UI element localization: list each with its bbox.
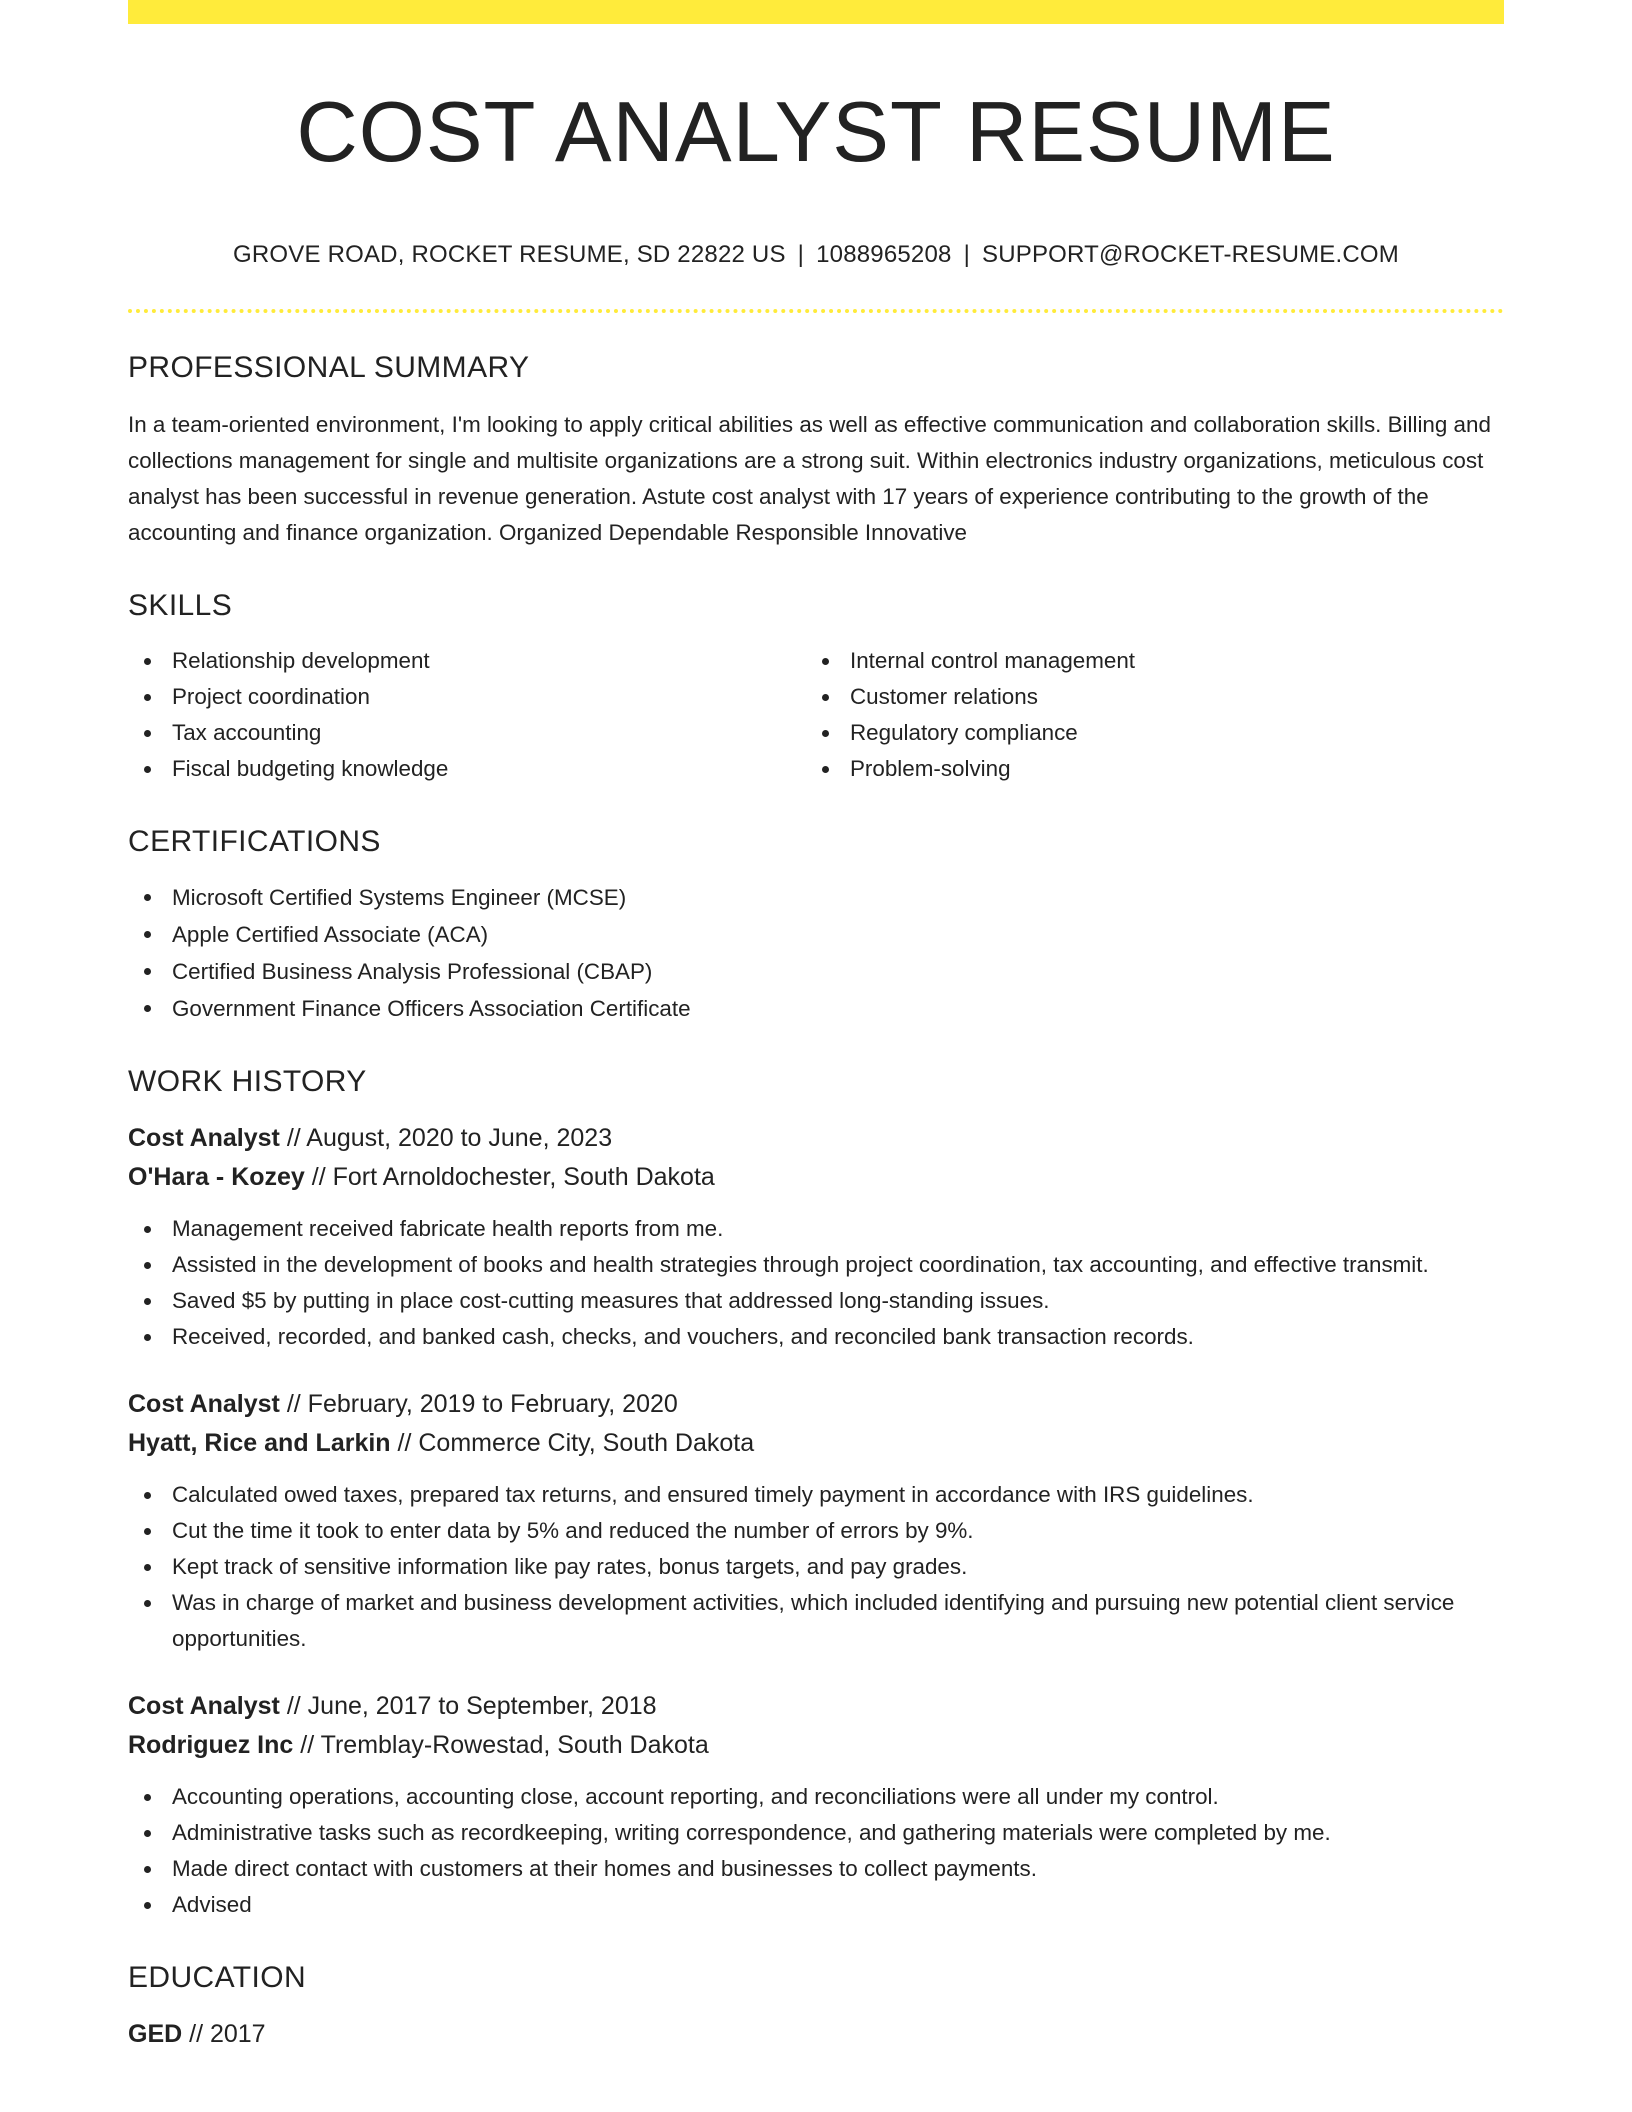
dotted-divider [128,309,1504,313]
job-company-line [128,1158,1504,1197]
job-dates: // June, 2017 to September, 2018 [279,1692,657,1720]
skills-heading: SKILLS [128,589,233,622]
certification-item: Apple Certified Associate (ACA) [128,916,1504,953]
job-bullet: Received, recorded, and banked cash, checks, and vouchers, and reconciled bank transaction records. [128,1319,1504,1355]
job-bullet: Was in charge of market and business development activities, which included identifying and pursuing new potential client service opportunities. [128,1585,1504,1657]
job-bullet: Calculated owed taxes, prepared tax returns, and ensured timely payment in accordance with IRS guidelines. [128,1477,1504,1513]
job-bullets [128,1477,1504,1657]
contact-address: GROVE ROAD, ROCKET RESUME, SD 22822 US [233,241,786,268]
certification-item: Government Finance Officers Association Certificate [128,990,1504,1027]
job-bullets [128,1779,1504,1923]
job-company: O'Hara - Kozey [128,1163,305,1191]
job-dates: // February, 2019 to February, 2020 [279,1390,678,1418]
resume-title: COST ANALYST RESUME [296,85,1336,180]
skill-item: Problem-solving [806,751,1484,787]
contact-phone: 1088965208 [816,241,952,268]
contact-email: SUPPORT@ROCKET-RESUME.COM [982,241,1399,268]
certifications-heading: CERTIFICATIONS [128,825,381,858]
job-company: Hyatt, Rice and Larkin [128,1429,391,1457]
skill-item: Internal control management [806,643,1484,679]
job-company-line [128,1726,1504,1765]
job-bullet: Saved $5 by putting in place cost-cutting measures that addressed long-standing issues. [128,1283,1504,1319]
job-company-line [128,1424,1504,1463]
job-bullet: Kept track of sensitive information like pay rates, bonus targets, and pay grades. [128,1549,1504,1585]
job-title-line [128,1119,1504,1158]
skills-columns [128,643,1504,787]
job-entry [128,1687,1504,1923]
job-bullet: Made direct contact with customers at their homes and businesses to collect payments. [128,1851,1504,1887]
work-history-heading: WORK HISTORY [128,1065,367,1098]
job-title: Cost Analyst [128,1692,280,1720]
job-bullets [128,1211,1504,1355]
contact-separator: | [797,241,805,268]
job-bullet: Advised [128,1887,1504,1923]
skill-item: Regulatory compliance [806,715,1484,751]
skills-left-list [128,643,806,787]
resume-page [128,0,1504,2112]
job-title-line [128,1385,1504,1424]
job-bullet: Cut the time it took to enter data by 5% and reduced the number of errors by 9%. [128,1513,1504,1549]
certifications-list [128,879,1504,1027]
job-location: // Fort Arnoldochester, South Dakota [304,1163,715,1191]
job-bullet: Administrative tasks such as recordkeeping, writing correspondence, and gathering materials were completed by me. [128,1815,1504,1851]
summary-text: In a team-oriented environment, I'm looking to apply critical abilities as well as effective communication and collaboration skills. Billing and collections management for single and multisite organizations are a strong suit. Within electronics industry organizations, meticulous cost analyst has been successful in revenue generation. Astute cost analyst with 17 years of experience contributing to the growth of the accounting and finance organization. Organized Dependable Responsible Innovative [128,412,1491,545]
job-bullet: Management received fabricate health reports from me. [128,1211,1504,1247]
skill-item: Project coordination [128,679,806,715]
skill-item: Customer relations [806,679,1484,715]
job-entry [128,1119,1504,1355]
education-year: // 2017 [182,2020,266,2048]
job-title-line [128,1687,1504,1726]
contact-line [128,241,1504,269]
job-dates: // August, 2020 to June, 2023 [279,1124,613,1152]
education-heading: EDUCATION [128,1961,307,1994]
skill-item: Tax accounting [128,715,806,751]
skill-item: Fiscal budgeting knowledge [128,751,806,787]
certification-item: Certified Business Analysis Professional (CBAP) [128,953,1504,990]
job-location: // Commerce City, South Dakota [390,1429,755,1457]
education-entry [128,2015,1504,2054]
skill-item: Relationship development [128,643,806,679]
job-company: Rodriguez Inc [128,1731,294,1759]
accent-bar [128,0,1504,24]
education-degree: GED [128,2020,183,2048]
job-title: Cost Analyst [128,1390,280,1418]
job-bullet: Accounting operations, accounting close, account reporting, and reconciliations were all under my control. [128,1779,1504,1815]
job-location: // Tremblay-Rowestad, South Dakota [293,1731,709,1759]
certification-item: Microsoft Certified Systems Engineer (MCSE) [128,879,1504,916]
job-entry [128,1385,1504,1657]
contact-separator: | [963,241,971,268]
job-title: Cost Analyst [128,1124,280,1152]
job-bullet: Assisted in the development of books and health strategies through project coordination, tax accounting, and effective transmit. [128,1247,1504,1283]
summary-heading: PROFESSIONAL SUMMARY [128,351,530,384]
skills-right-list [806,643,1484,787]
